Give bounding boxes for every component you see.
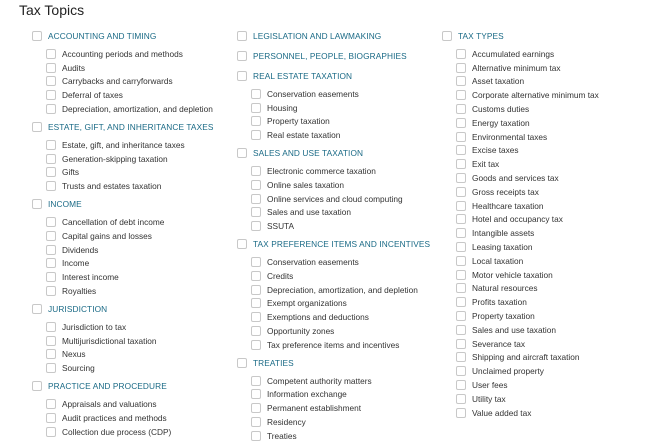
checkbox-icon[interactable] (251, 180, 261, 190)
category-label: JURISDICTION (48, 303, 108, 314)
topic-group-jurisdiction (32, 300, 232, 377)
category-checkbox-income[interactable] (32, 195, 232, 213)
topic-label: Natural resources (472, 283, 538, 294)
topic-label: Energy taxation (472, 117, 530, 128)
topic-checkbox-asset-taxation[interactable] (442, 75, 642, 89)
checkbox-icon[interactable] (456, 145, 466, 155)
topic-label: User fees (472, 380, 508, 391)
checkbox-icon[interactable] (456, 311, 466, 321)
checkbox-icon[interactable] (251, 312, 261, 322)
checkbox-icon[interactable] (456, 242, 466, 252)
topic-group-practice-and-procedure (32, 377, 232, 440)
topic-checkbox-sales-and-use-taxation[interactable] (442, 323, 642, 337)
checkbox-icon[interactable] (46, 399, 56, 409)
checkbox-icon[interactable] (237, 239, 247, 249)
topic-checkbox-residency[interactable] (237, 415, 437, 429)
topic-checkbox-multijurisdictional-taxation[interactable] (32, 334, 232, 348)
topic-checkbox-housing[interactable] (237, 101, 437, 115)
topic-checkbox-motor-vehicle-taxation[interactable] (442, 268, 642, 282)
topic-label: Depreciation, amortization, and depletion (267, 284, 418, 295)
topic-checkbox-collection-due-process-cdp[interactable] (32, 425, 232, 439)
topic-checkbox-gross-receipts-tax[interactable] (442, 185, 642, 199)
topic-label: SSUTA (267, 221, 295, 232)
checkbox-icon[interactable] (46, 76, 56, 86)
topic-label: Unclaimed property (472, 366, 544, 377)
topic-checkbox-conservation-easements[interactable] (237, 87, 437, 101)
checkbox-icon[interactable] (456, 394, 466, 404)
category-label: SALES AND USE TAXATION (253, 148, 364, 159)
checkbox-icon[interactable] (251, 298, 261, 308)
category-label: ACCOUNTING AND TIMING (48, 31, 157, 41)
topic-label: Tax preference items and incentives (267, 339, 400, 350)
category-checkbox-jurisdiction[interactable] (32, 300, 232, 318)
topic-checkbox-profits-taxation[interactable] (442, 295, 642, 309)
topic-label: Healthcare taxation (472, 200, 544, 211)
topic-label: Property taxation (472, 311, 535, 322)
checkbox-icon[interactable] (46, 286, 56, 296)
topic-label: Motor vehicle taxation (472, 269, 553, 280)
topic-label: Environmental taxes (472, 131, 548, 142)
checkbox-icon[interactable] (46, 154, 56, 164)
category-label: TAX PREFERENCE ITEMS AND INCENTIVES (253, 239, 431, 250)
topic-checkbox-tax-preference-items-and-incentives[interactable] (237, 338, 437, 352)
topic-column-1 (32, 27, 232, 441)
topic-checkbox-capital-gains-and-losses[interactable] (32, 229, 232, 243)
checkbox-icon[interactable] (456, 256, 466, 266)
topic-checkbox-generation-skipping-taxation[interactable] (32, 152, 232, 166)
topic-label: Exemptions and deductions (267, 312, 369, 323)
checkbox-icon[interactable] (456, 352, 466, 362)
checkbox-icon[interactable] (456, 408, 466, 418)
topic-label: Information exchange (267, 389, 347, 400)
topic-label: Electronic commerce taxation (267, 166, 376, 177)
checkbox-icon[interactable] (32, 199, 42, 209)
topic-checkbox-opportunity-zones[interactable] (237, 324, 437, 338)
checkbox-icon[interactable] (456, 366, 466, 376)
topic-label: Gross receipts tax (472, 186, 539, 197)
checkbox-icon[interactable] (46, 349, 56, 359)
category-label: PERSONNEL, PEOPLE, BIOGRAPHIES (253, 51, 407, 61)
checkbox-icon[interactable] (46, 181, 56, 191)
topic-group-tax-preference-items-and-incentives (237, 235, 437, 354)
topic-checkbox-permanent-establishment[interactable] (237, 401, 437, 415)
topic-group-estate-gift-and-inheritance-taxes (32, 118, 232, 195)
checkbox-icon[interactable] (46, 363, 56, 373)
topic-group-income (32, 195, 232, 300)
topic-label: Estate, gift, and inheritance taxes (62, 139, 185, 150)
topic-label: Conservation easements (267, 88, 359, 99)
checkbox-icon[interactable] (456, 63, 466, 73)
checkbox-icon[interactable] (237, 51, 247, 61)
category-label: PRACTICE AND PROCEDURE (48, 381, 167, 392)
category-checkbox-practice-and-procedure[interactable] (32, 377, 232, 395)
checkbox-icon[interactable] (46, 258, 56, 268)
checkbox-icon[interactable] (251, 103, 261, 113)
topic-checkbox-environmental-taxes[interactable] (442, 130, 642, 144)
checkbox-icon[interactable] (456, 104, 466, 114)
topic-checkbox-utility-tax[interactable] (442, 392, 642, 406)
topic-label: Opportunity zones (267, 326, 335, 337)
checkbox-icon[interactable] (456, 132, 466, 142)
topic-checkbox-alternative-minimum-tax[interactable] (442, 61, 642, 75)
topic-checkbox-sourcing[interactable] (32, 361, 232, 375)
topic-label: Housing (267, 102, 298, 113)
checkbox-icon[interactable] (251, 89, 261, 99)
checkbox-icon[interactable] (456, 90, 466, 100)
category-checkbox-real-estate-taxation[interactable] (237, 67, 437, 85)
topic-checkbox-property-taxation[interactable] (237, 115, 437, 129)
checkbox-icon[interactable] (456, 187, 466, 197)
checkbox-icon[interactable] (251, 417, 261, 427)
topic-label: Multijurisdictional taxation (62, 335, 157, 346)
checkbox-icon[interactable] (46, 217, 56, 227)
topic-checkbox-customs-duties[interactable] (442, 102, 642, 116)
topic-checkbox-conservation-easements[interactable] (237, 255, 437, 269)
topic-label: Corporate alternative minimum tax (472, 90, 599, 101)
topic-checkbox-jurisdiction-to-tax[interactable] (32, 320, 232, 334)
topic-checkbox-online-sales-taxation[interactable] (237, 178, 437, 192)
topic-label: Customs duties (472, 104, 530, 115)
topic-label: Generation-skipping taxation (62, 153, 168, 164)
topic-checkbox-depreciation-amortization-and-depletion[interactable] (32, 102, 232, 116)
topic-checkbox-trusts-and-estates-taxation[interactable] (32, 179, 232, 193)
topic-label: Sales and use taxation (267, 207, 351, 218)
category-checkbox-sales-and-use-taxation[interactable] (237, 144, 437, 162)
topic-checkbox-healthcare-taxation[interactable] (442, 199, 642, 213)
checkbox-icon[interactable] (251, 389, 261, 399)
checkbox-icon[interactable] (251, 326, 261, 336)
topic-label: Jurisdiction to tax (62, 321, 127, 332)
checkbox-icon[interactable] (251, 130, 261, 140)
checkbox-icon[interactable] (456, 76, 466, 86)
topic-checkbox-cancellation-of-debt-income[interactable] (32, 215, 232, 229)
topic-label: Severance tax (472, 338, 526, 349)
checkbox-icon[interactable] (46, 49, 56, 59)
topic-group-tax-types (442, 27, 642, 422)
topic-checkbox-intangible-assets[interactable] (442, 226, 642, 240)
checkbox-icon[interactable] (32, 122, 42, 132)
topic-checkbox-deferral-of-taxes[interactable] (32, 88, 232, 102)
topic-group-real-estate-taxation (237, 67, 437, 144)
topic-checkbox-accumulated-earnings[interactable] (442, 47, 642, 61)
checkbox-icon[interactable] (251, 271, 261, 281)
topic-label: Depreciation, amortization, and depletion (62, 104, 213, 115)
topic-checkbox-credits[interactable] (237, 269, 437, 283)
checkbox-icon[interactable] (456, 339, 466, 349)
checkbox-icon[interactable] (46, 245, 56, 255)
checkbox-icon[interactable] (251, 285, 261, 295)
topic-checkbox-hotel-and-occupancy-tax[interactable] (442, 213, 642, 227)
topic-checkbox-excise-taxes[interactable] (442, 144, 642, 158)
checkbox-icon[interactable] (46, 90, 56, 100)
topic-checkbox-depreciation-amortization-and-depletion[interactable] (237, 283, 437, 297)
topic-label: Value added tax (472, 407, 532, 418)
topic-column-2 (237, 27, 437, 445)
topic-label: Capital gains and losses (62, 230, 152, 241)
checkbox-icon[interactable] (251, 194, 261, 204)
topic-checkbox-accounting-periods-and-methods[interactable] (32, 47, 232, 61)
topic-checkbox-corporate-alternative-minimum-tax[interactable] (442, 88, 642, 102)
checkbox-icon[interactable] (456, 228, 466, 238)
topic-label: Cancellation of debt income (62, 217, 165, 228)
checkbox-icon[interactable] (46, 413, 56, 423)
topic-label: Residency (267, 417, 306, 428)
topic-group-legislation-and-lawmaking (237, 27, 437, 45)
topic-label: Exit tax (472, 159, 500, 170)
topic-checkbox-audit-practices-and-methods[interactable] (32, 411, 232, 425)
checkbox-icon[interactable] (46, 336, 56, 346)
checkbox-icon[interactable] (251, 207, 261, 217)
topic-label: Sales and use taxation (472, 324, 556, 335)
topic-checkbox-competent-authority-matters[interactable] (237, 374, 437, 388)
topic-label: Credits (267, 270, 294, 281)
topic-checkbox-shipping-and-aircraft-taxation[interactable] (442, 351, 642, 365)
topic-group-accounting-and-timing (32, 27, 232, 118)
topic-checkbox-ssuta[interactable] (237, 219, 437, 233)
checkbox-icon[interactable] (456, 297, 466, 307)
category-label: LEGISLATION AND LAWMAKING (253, 31, 382, 41)
topic-label: Hotel and occupancy tax (472, 214, 563, 225)
topic-checkbox-exit-tax[interactable] (442, 157, 642, 171)
topic-label: Leasing taxation (472, 242, 533, 253)
topic-label: Treaties (267, 430, 297, 441)
checkbox-icon[interactable] (46, 140, 56, 150)
checkbox-icon[interactable] (456, 325, 466, 335)
topic-checkbox-real-estate-taxation[interactable] (237, 128, 437, 142)
checkbox-icon[interactable] (456, 49, 466, 59)
topic-label: Accumulated earnings (472, 48, 555, 59)
topic-checkbox-gifts[interactable] (32, 166, 232, 180)
topic-label: Nexus (62, 349, 86, 360)
topic-checkbox-royalties[interactable] (32, 284, 232, 298)
topic-label: Sourcing (62, 363, 95, 374)
checkbox-icon[interactable] (32, 304, 42, 314)
topic-checkbox-leasing-taxation[interactable] (442, 240, 642, 254)
topic-checkbox-dividends[interactable] (32, 243, 232, 257)
checkbox-icon[interactable] (251, 166, 261, 176)
checkbox-icon[interactable] (251, 340, 261, 350)
topic-checkbox-interest-income[interactable] (32, 270, 232, 284)
checkbox-icon[interactable] (46, 63, 56, 73)
topic-checkbox-user-fees[interactable] (442, 378, 642, 392)
checkbox-icon[interactable] (251, 431, 261, 441)
category-label: REAL ESTATE TAXATION (253, 71, 353, 81)
topic-checkbox-value-added-tax[interactable] (442, 406, 642, 420)
topic-group-sales-and-use-taxation (237, 144, 437, 235)
topic-label: Competent authority matters (267, 375, 372, 386)
topic-label: Appraisals and valuations (62, 399, 157, 410)
topic-label: Audits (62, 62, 86, 73)
topic-checkbox-unclaimed-property[interactable] (442, 364, 642, 378)
category-label: TREATIES (253, 357, 294, 368)
category-checkbox-tax-preference-items-and-incentives[interactable] (237, 235, 437, 253)
topic-label: Exempt organizations (267, 298, 347, 309)
topic-label: Real estate taxation (267, 130, 341, 141)
topic-label: Permanent establishment (267, 403, 362, 414)
category-checkbox-accounting-and-timing[interactable] (32, 27, 232, 45)
topic-checkbox-online-services-and-cloud-computing[interactable] (237, 192, 437, 206)
checkbox-icon[interactable] (46, 167, 56, 177)
checkbox-icon[interactable] (456, 118, 466, 128)
checkbox-icon[interactable] (237, 31, 247, 41)
topic-label: Trusts and estates taxation (62, 181, 162, 192)
category-label: TAX TYPES (458, 31, 504, 41)
topic-label: Deferral of taxes (62, 90, 123, 101)
topic-checkbox-nexus[interactable] (32, 348, 232, 362)
topic-label: Income (62, 258, 90, 269)
topic-checkbox-income[interactable] (32, 257, 232, 271)
checkbox-icon[interactable] (46, 427, 56, 437)
topic-checkbox-carrybacks-and-carryforwards[interactable] (32, 75, 232, 89)
category-checkbox-treaties[interactable] (237, 354, 437, 372)
checkbox-icon[interactable] (46, 272, 56, 282)
checkbox-icon[interactable] (442, 31, 452, 41)
topic-checkbox-exempt-organizations[interactable] (237, 297, 437, 311)
category-label: ESTATE, GIFT, AND INHERITANCE TAXES (48, 121, 214, 132)
topic-checkbox-goods-and-services-tax[interactable] (442, 171, 642, 185)
checkbox-icon[interactable] (456, 270, 466, 280)
checkbox-icon[interactable] (251, 221, 261, 231)
topic-checkbox-natural-resources[interactable] (442, 282, 642, 296)
category-checkbox-tax-types[interactable] (442, 27, 642, 45)
checkbox-icon[interactable] (251, 257, 261, 267)
topic-checkbox-sales-and-use-taxation[interactable] (237, 206, 437, 220)
topic-checkbox-local-taxation[interactable] (442, 254, 642, 268)
checkbox-icon[interactable] (46, 322, 56, 332)
checkbox-icon[interactable] (456, 201, 466, 211)
topic-label: Alternative minimum tax (472, 62, 561, 73)
topic-label: Carrybacks and carryforwards (62, 76, 173, 87)
topic-label: Goods and services tax (472, 173, 559, 184)
topic-label: Intangible assets (472, 228, 535, 239)
topic-checkbox-severance-tax[interactable] (442, 337, 642, 351)
topic-label: Collection due process (CDP) (62, 426, 172, 437)
topic-label: Audit practices and methods (62, 412, 167, 423)
topic-label: Royalties (62, 286, 97, 297)
checkbox-icon[interactable] (251, 376, 261, 386)
checkbox-icon[interactable] (456, 380, 466, 390)
topic-label: Local taxation (472, 255, 524, 266)
checkbox-icon[interactable] (456, 283, 466, 293)
topic-checkbox-treaties[interactable] (237, 429, 437, 443)
topic-label: Accounting periods and methods (62, 48, 183, 59)
topic-checkbox-property-taxation[interactable] (442, 309, 642, 323)
topic-label: Online sales taxation (267, 179, 345, 190)
topic-checkbox-estate-gift-and-inheritance-taxes[interactable] (32, 138, 232, 152)
topic-label: Profits taxation (472, 297, 527, 308)
checkbox-icon[interactable] (32, 31, 42, 41)
topic-label: Interest income (62, 272, 119, 283)
checkbox-icon[interactable] (456, 159, 466, 169)
checkbox-icon[interactable] (46, 104, 56, 114)
checkbox-icon[interactable] (251, 116, 261, 126)
category-checkbox-estate-gift-and-inheritance-taxes[interactable] (32, 118, 232, 136)
topic-group-personnel-people-biographies (237, 47, 437, 65)
topic-checkbox-appraisals-and-valuations[interactable] (32, 397, 232, 411)
topic-group-treaties (237, 354, 437, 445)
topic-label: Conservation easements (267, 257, 359, 268)
checkbox-icon[interactable] (32, 381, 42, 391)
topic-label: Asset taxation (472, 76, 525, 87)
checkbox-icon[interactable] (456, 214, 466, 224)
topic-label: Dividends (62, 244, 99, 255)
checkbox-icon[interactable] (237, 71, 247, 81)
category-label: INCOME (48, 199, 82, 210)
topic-label: Excise taxes (472, 145, 519, 156)
topic-column-3 (442, 27, 642, 422)
topic-label: Gifts (62, 167, 80, 178)
category-checkbox-personnel-people-biographies[interactable] (237, 47, 437, 65)
topic-checkbox-information-exchange[interactable] (237, 388, 437, 402)
topic-checkbox-electronic-commerce-taxation[interactable] (237, 164, 437, 178)
topic-label: Shipping and aircraft taxation (472, 352, 580, 363)
topic-checkbox-exemptions-and-deductions[interactable] (237, 310, 437, 324)
checkbox-icon[interactable] (251, 403, 261, 413)
topic-label: Property taxation (267, 116, 330, 127)
checkbox-icon[interactable] (46, 231, 56, 241)
page-title: Tax Topics (19, 2, 85, 18)
topic-checkbox-audits[interactable] (32, 61, 232, 75)
topic-checkbox-energy-taxation[interactable] (442, 116, 642, 130)
topic-label: Online services and cloud computing (267, 193, 403, 204)
category-checkbox-legislation-and-lawmaking[interactable] (237, 27, 437, 45)
checkbox-icon[interactable] (237, 358, 247, 368)
topic-label: Utility tax (472, 393, 506, 404)
checkbox-icon[interactable] (456, 173, 466, 183)
checkbox-icon[interactable] (237, 148, 247, 158)
